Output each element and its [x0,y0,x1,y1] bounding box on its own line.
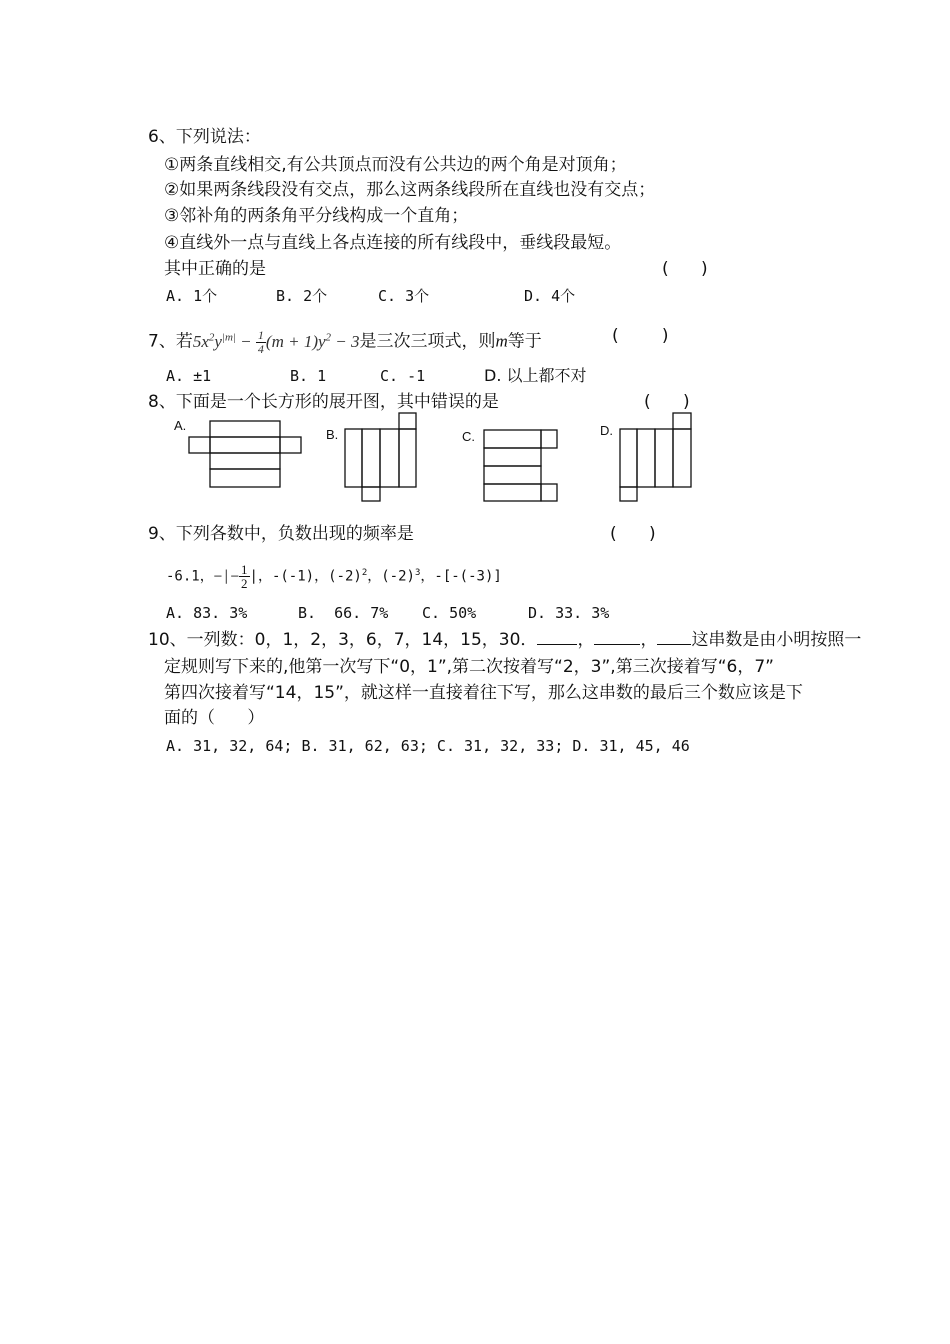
q7-option-c: C. -1 [380,367,426,385]
net-d-face-4 [673,429,691,487]
net-d-face-1 [620,429,637,487]
net-a-face-top [210,421,280,437]
q7-sup-m: |m| [221,331,236,343]
q8-label-c: C. [462,429,475,444]
q7-answer-paren: ( ) [612,326,669,346]
q7-option-d [484,366,587,386]
q10-line-3: 第四次接着写“14，15”，就这样一直接着往下写，那么这串数的最后三个数应该是下 [164,683,803,703]
q6-option-d: D. 4个 [524,287,576,305]
q7-prefix: 7、若 [148,331,193,352]
q7-frac-num: 1 [257,328,264,343]
q8-label-a: A. [174,418,187,433]
q7-expr-y: y [214,331,222,351]
net-c-face-1 [484,430,541,448]
q6-option-a: A. 1个 [166,287,218,305]
net-c-tab-top [541,430,557,448]
q7-expr-a: 5x [192,331,209,351]
net-diagram-c [484,430,564,506]
q6-item-4: ④直线外一点与直线上各点连接的所有线段中，垂线段最短。 [164,233,622,253]
net-d-face-2 [637,429,655,487]
q10-sep-1: ， [577,630,595,650]
q10-stem-a: 10、一列数：0，1，2，3，6，7，14，15，30． [148,630,538,650]
q7-minus: − [235,331,256,351]
q9-num-4: (-2) [328,568,362,585]
q9-numbers [166,556,502,594]
q10-sep-2: ， [640,630,658,650]
net-c-face-3 [484,466,541,484]
q10-line-2: 定规则写下来的,他第一次写下“0，1”,第二次按着写“2，3”,第三次接着写“6，7” [164,657,774,677]
net-b-face-1 [345,429,362,487]
net-c-face-4 [484,484,541,501]
net-diagram-b [345,413,425,505]
q6-answer-paren: ( ) [662,259,708,279]
q10-stem-b: 这串数是由小明按照一 [691,630,862,650]
net-d-tab-top [673,413,691,429]
q6-item-3: ③邻补角的两条角平分线构成一个直角； [164,206,469,226]
q7-option-b: B. 1 [290,367,327,385]
q6-option-c: C. 3个 [378,287,430,305]
net-d-face-3 [655,429,673,487]
net-b-tab-top [399,413,416,429]
net-a-face-mid [210,453,280,469]
net-a-face-center [210,437,280,453]
q7-expr-b: (m + 1)y [265,331,326,351]
q8-stem: 8、下面是一个长方形的展开图，其中错误的是 [148,392,499,412]
net-a-face-bottom [210,469,280,487]
q7-sup-2b: 2 [325,331,332,343]
net-a-face-left [189,437,210,453]
q7-frac-den: 4 [257,342,264,357]
q9-sup-5: 3 [414,568,421,578]
q6-item-1: ①两条直线相交,有公共顶点而没有公共边的两个角是对顶角； [164,155,627,175]
q9-frac-den: 2 [241,576,248,592]
net-c-face-2 [484,448,541,466]
q10-options: A. 31, 32, 64; B. 31, 62, 63; C. 31, 32, 33; D. 31, 45, 46 [166,737,690,755]
q6-item-2: ②如果两条线段没有交点，那么这两条线段所在直线也没有交点； [164,180,656,200]
net-b-face-2 [362,429,380,487]
q9-fraction [239,563,250,590]
q10-blank-1 [537,630,577,645]
q9-abs-pre: −|− [213,568,240,585]
net-b-face-4 [399,429,416,487]
q7-option-a: A. ±1 [166,367,212,385]
q10-blank-2 [594,630,640,645]
q9-frac-num: 1 [241,562,248,578]
q9-num-5: ，(-2) [367,568,415,585]
q6-option-b: B. 2个 [276,287,328,305]
net-diagram-a [189,421,314,491]
q7-sup-2: 2 [208,331,215,343]
q7-term-1 [192,328,360,357]
q9-answer-paren: ( ) [610,524,656,544]
q8-answer-paren: ( ) [644,392,690,412]
net-c-tab-bottom [541,484,557,501]
q9-sup-4: 2 [361,568,368,578]
q9-num-6: ，-[-(-3)] [420,568,502,585]
net-b-face-3 [380,429,399,487]
q10-line-1 [148,630,861,650]
q10-line-4: 面的（ ） [164,708,265,728]
q7-stem [148,322,542,357]
q7-var-m: m [495,331,508,351]
q7-suffix: 是三次三项式，则 [359,331,496,352]
q7-option-d-text: D. 以上都不对 [484,366,587,385]
q10-blank-3 [657,630,691,645]
q7-expr-c: − 3 [331,331,360,351]
q9-option-b: B. 66. 7% [298,604,389,622]
net-diagram-d [620,413,700,505]
q9-stem: 9、下列各数中，负数出现的频率是 [148,524,414,544]
net-b-tab-bottom [362,487,380,501]
q9-option-c: C. 50% [422,604,477,622]
q6-stem: 6、下列说法： [148,127,261,147]
net-a-face-right [280,437,301,453]
q9-num-1: -6.1， [166,568,214,585]
q9-option-d: D. 33. 3% [528,604,610,622]
q7-tail: 等于 [507,331,542,352]
q9-abs-post: |， [249,568,272,585]
q7-fraction [256,329,266,356]
net-d-tab-bottom [620,487,637,501]
q8-label-d: D. [600,423,613,438]
q9-num-3: -(-1)， [271,568,329,585]
q8-label-b: B. [326,427,339,442]
q6-ask: 其中正确的是 [164,259,266,279]
q9-option-a: A. 83. 3% [166,604,248,622]
